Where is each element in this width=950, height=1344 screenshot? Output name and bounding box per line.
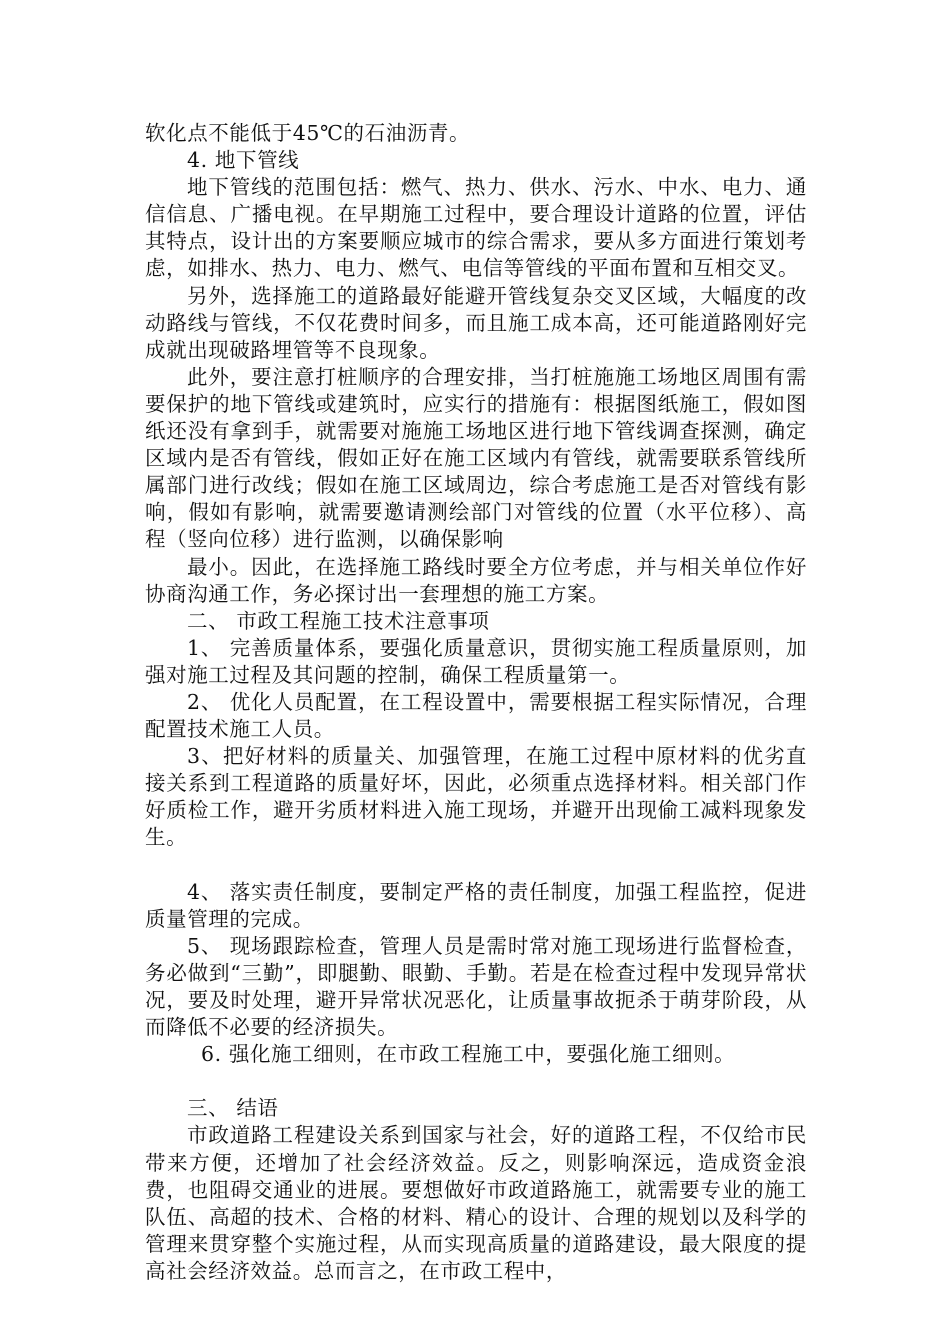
list-item: 2、 优化人员配置，在工程设置中，需要根据工程实际情况，合理配置技术施工人员。 <box>145 689 807 742</box>
paragraph: 软化点不能低于45℃的石油沥青。 <box>145 121 471 145</box>
paragraph: 市政道路工程建设关系到国家与社会，好的道路工程，不仅给市民带来方便，还增加了社会经济效益。反之，则影响深远，造成资金浪费，也阻碍交通业的进展。要想做好市政道路施工，就需要专业的施工队伍、高超的技术、合格的材料、精心的设计、合理的规划以及科学的管理来贯穿整个实施过程，从而实现高质量的道路建设，最大限度的提高社会经济效益。总而言之，在市政工程中， <box>145 1123 807 1283</box>
paragraph: 此外，要注意打桩顺序的合理安排，当打桩施施工场地区周围有需要保护的地下管线或建筑时，应实行的措施有：根据图纸施工，假如图纸还没有拿到手，就需要对施施工场地区进行地下管线调查探测，确定区域内是否有管线，假如正好在施工区域内有管线，就需要联系管线所属部门进行改线；假如在施工区域周边，综合考虑施工是否对管线有影响，假如有影响，就需要邀请测绘部门对管线的位置（水平位移）、高程（竖向位移）进行监测，以确保影响 <box>145 364 807 552</box>
list-item: 1、 完善质量体系，要强化质量意识，贯彻实施工程质量原则，加强对施工过程及其问题的控制，确保工程质量第一。 <box>145 635 807 687</box>
paragraph: 地下管线的范围包括：燃气、热力、供水、污水、中水、电力、通信信息、广播电视。在早期施工过程中，要合理设计道路的位置，评估其特点，设计出的方案要顺应城市的综合需求，要从多方面进行策划考虑，如排水、热力、电力、燃气、电信等管线的平面布置和互相交叉。 <box>145 175 807 281</box>
list-item: 5、 现场跟踪检查，管理人员是需时常对施工现场进行监督检查，务必做到“三勤”，即腿勤、眼勤、手勤。若是在检查过程中发现异常状况，要及时处理，避开异常状况恶化，让质量事故扼杀于萌芽阶段，从而降低不必要的经济损失。 <box>145 933 807 1040</box>
blank-line <box>145 1068 807 1095</box>
section-heading-conclusion: 三、 结语 <box>187 1096 279 1121</box>
document-body <box>145 120 807 1285</box>
section-heading-precautions: 二、 市政工程施工技术注意事项 <box>187 608 490 633</box>
section-heading-underground-pipelines: 4. 地下管线 <box>187 148 300 173</box>
paragraph: 另外，选择施工的道路最好能避开管线复杂交叉区域，大幅度的改动路线与管线，不仅花费时间多，而且施工成本高，还可能道路刚好完成就出现破路埋管等不良现象。 <box>145 283 807 362</box>
blank-line <box>145 852 807 879</box>
list-item: 6. 强化施工细则，在市政工程施工中，要强化施工细则。 <box>201 1042 736 1067</box>
paragraph: 最小。因此，在选择施工路线时要全方位考虑，并与相关单位作好协商沟通工作，务必探讨出一套理想的施工方案。 <box>145 554 807 606</box>
list-item: 4、 落实责任制度，要制定严格的责任制度，加强工程监控，促进质量管理的完成。 <box>145 879 807 931</box>
list-item: 3、把好材料的质量关、加强管理，在施工过程中原材料的优劣直接关系到工程道路的质量好坏，因此，必须重点选择材料。相关部门作好质检工作，避开劣质材料进入施工现场，并避开出现偷工减料现象发生。 <box>145 744 807 850</box>
